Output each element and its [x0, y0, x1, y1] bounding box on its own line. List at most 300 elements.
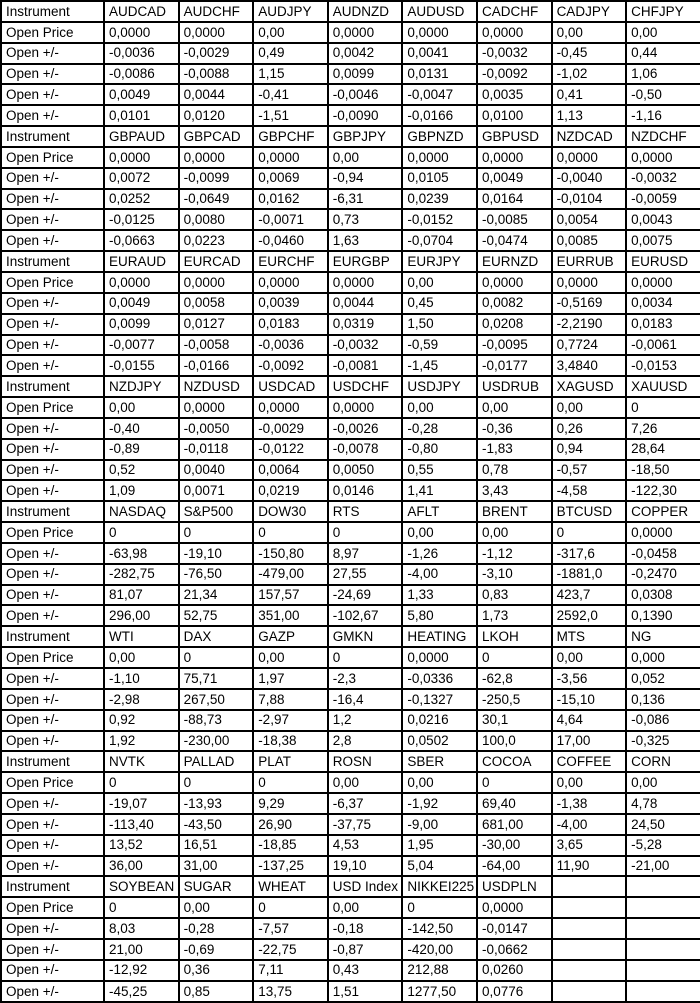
open-change-cell: 3,4840 [552, 355, 627, 376]
row-label-open-price: Open Price [1, 272, 104, 293]
open-change-cell: 5,04 [402, 856, 477, 877]
instrument-header-cell: PLAT [253, 751, 328, 772]
instrument-header-row [1, 251, 700, 272]
instrument-header-cell: SUGAR [179, 876, 254, 897]
open-change-cell: -142,50 [402, 918, 477, 939]
open-change-cell: 0,0044 [328, 293, 403, 314]
open-change-cell: 2,8 [328, 731, 403, 752]
row-label-open-change: Open +/- [1, 335, 104, 356]
row-label-open-change: Open +/- [1, 981, 104, 1002]
open-change-cell: 1,50 [402, 314, 477, 335]
open-change-cell: 0,0069 [253, 168, 328, 189]
instrument-header-cell: EURNZD [477, 251, 552, 272]
instrument-header-cell: COCOA [477, 751, 552, 772]
open-change-row [1, 793, 700, 814]
open-change-cell: 296,00 [104, 605, 179, 626]
open-change-cell: -0,0036 [104, 43, 179, 64]
open-price-cell: 0,00 [477, 397, 552, 418]
open-change-cell: 75,71 [179, 668, 254, 689]
open-change-cell: 0,0239 [402, 189, 477, 210]
open-change-cell: -113,40 [104, 814, 179, 835]
open-price-cell: 0 [552, 522, 627, 543]
open-change-cell: 28,64 [626, 439, 700, 460]
open-change-cell: -45,25 [104, 981, 179, 1002]
row-label-open-change: Open +/- [1, 460, 104, 481]
row-label-open-change: Open +/- [1, 314, 104, 335]
open-price-cell: 0 [328, 647, 403, 668]
open-change-cell: 0,0064 [253, 460, 328, 481]
open-price-cell: 0 [477, 647, 552, 668]
open-price-cell: 0,00 [552, 647, 627, 668]
open-change-cell: 0,1390 [626, 605, 700, 626]
instrument-header-cell: AUDCHF [179, 1, 254, 22]
open-change-cell: 0,55 [402, 460, 477, 481]
blank-cell [552, 918, 627, 939]
open-change-cell: -0,0040 [552, 168, 627, 189]
open-change-cell: 8,03 [104, 918, 179, 939]
instrument-header-cell: USDPLN [477, 876, 552, 897]
open-price-cell: 0,0000 [253, 397, 328, 418]
open-change-cell: 21,00 [104, 939, 179, 960]
open-price-cell: 0 [104, 772, 179, 793]
open-change-cell: -1,12 [477, 543, 552, 564]
open-change-cell: -24,69 [328, 585, 403, 606]
open-change-cell: -0,5169 [552, 293, 627, 314]
open-price-cell: 0,00 [104, 397, 179, 418]
instrument-header-cell: COPPER [626, 501, 700, 522]
open-change-cell: 0,73 [328, 209, 403, 230]
open-change-row [1, 168, 700, 189]
open-change-cell: -317,6 [552, 543, 627, 564]
open-price-row [1, 647, 700, 668]
blank-cell [626, 960, 700, 981]
open-change-cell: -0,36 [477, 418, 552, 439]
open-price-cell: 0,00 [253, 22, 328, 43]
open-change-cell: -0,87 [328, 939, 403, 960]
open-change-cell: -0,0059 [626, 189, 700, 210]
instrument-header-cell: GMKN [328, 626, 403, 647]
row-label-instrument: Instrument [1, 876, 104, 897]
instrument-header-cell: EURCAD [179, 251, 254, 272]
instrument-header-cell: BTCUSD [552, 501, 627, 522]
open-change-cell: -0,0036 [253, 335, 328, 356]
open-change-cell: 17,00 [552, 731, 627, 752]
open-change-cell: 0,0071 [179, 480, 254, 501]
open-change-cell: 0,0219 [253, 480, 328, 501]
open-change-cell: 69,40 [477, 793, 552, 814]
open-change-row [1, 355, 700, 376]
open-change-cell: -0,0155 [104, 355, 179, 376]
open-change-cell: 0,0041 [402, 43, 477, 64]
instrument-header-cell: GBPNZD [402, 126, 477, 147]
open-change-cell: -0,1327 [402, 689, 477, 710]
open-change-cell: -0,45 [552, 43, 627, 64]
open-price-cell: 0,00 [253, 647, 328, 668]
instrument-header-cell: AUDJPY [253, 1, 328, 22]
open-change-cell: -0,0046 [328, 84, 403, 105]
row-label-instrument: Instrument [1, 751, 104, 772]
open-price-cell: 0 [104, 522, 179, 543]
open-change-cell: -2,97 [253, 710, 328, 731]
open-change-cell: 1,06 [626, 64, 700, 85]
open-change-cell: 0,0216 [402, 710, 477, 731]
open-price-cell: 0,0000 [253, 147, 328, 168]
instrument-header-cell: SOYBEAN [104, 876, 179, 897]
open-change-row [1, 689, 700, 710]
open-change-cell: -0,325 [626, 731, 700, 752]
open-change-cell: 0,0082 [477, 293, 552, 314]
open-change-cell: -0,0026 [328, 418, 403, 439]
open-change-cell: -0,0458 [626, 543, 700, 564]
open-change-cell: 157,57 [253, 585, 328, 606]
open-change-cell: 1,33 [402, 585, 477, 606]
open-change-cell: 0,0146 [328, 480, 403, 501]
open-change-cell: -1,51 [253, 105, 328, 126]
open-change-row [1, 981, 700, 1002]
open-change-cell: -0,0032 [328, 335, 403, 356]
open-change-cell: 0,0131 [402, 64, 477, 85]
instruments-table-body [1, 1, 700, 1002]
open-price-cell: 0 [179, 522, 254, 543]
open-price-cell: 0,000 [626, 647, 700, 668]
instrument-header-cell: NZDCHF [626, 126, 700, 147]
open-change-cell: -122,30 [626, 480, 700, 501]
open-price-cell: 0,0000 [477, 147, 552, 168]
row-label-open-change: Open +/- [1, 585, 104, 606]
open-change-row [1, 480, 700, 501]
open-change-cell: 1,13 [552, 105, 627, 126]
instrument-header-cell: GAZP [253, 626, 328, 647]
row-label-open-change: Open +/- [1, 960, 104, 981]
row-label-open-change: Open +/- [1, 918, 104, 939]
open-change-cell: -0,41 [253, 84, 328, 105]
open-change-cell: -43,50 [179, 814, 254, 835]
open-change-cell: 7,11 [253, 960, 328, 981]
open-price-cell: 0,0000 [552, 147, 627, 168]
open-change-cell: 0,0050 [328, 460, 403, 481]
open-change-cell: -0,0118 [179, 439, 254, 460]
open-change-cell: 0,0085 [552, 230, 627, 251]
open-price-cell: 0,0000 [477, 22, 552, 43]
open-price-cell: 0,00 [626, 22, 700, 43]
open-change-cell: 81,07 [104, 585, 179, 606]
open-change-cell: -0,0050 [179, 418, 254, 439]
open-price-cell: 0,00 [402, 272, 477, 293]
open-change-cell: 1,92 [104, 731, 179, 752]
open-change-cell: -1881,0 [552, 564, 627, 585]
instrument-header-cell: AUDNZD [328, 1, 403, 22]
row-label-open-change: Open +/- [1, 209, 104, 230]
open-price-cell: 0,0000 [179, 147, 254, 168]
open-change-cell: -0,0081 [328, 355, 403, 376]
open-change-cell: 0,0183 [626, 314, 700, 335]
open-change-cell: 0,94 [552, 439, 627, 460]
open-change-cell: -18,85 [253, 835, 328, 856]
instrument-header-cell: CADJPY [552, 1, 627, 22]
open-change-cell: 26,90 [253, 814, 328, 835]
row-label-open-change: Open +/- [1, 418, 104, 439]
instrument-header-cell: EURCHF [253, 251, 328, 272]
open-change-cell: 0,0049 [104, 84, 179, 105]
open-change-row [1, 605, 700, 626]
open-change-cell: -0,0152 [402, 209, 477, 230]
open-change-cell: -1,38 [552, 793, 627, 814]
open-change-cell: -150,80 [253, 543, 328, 564]
open-change-cell: 19,10 [328, 856, 403, 877]
open-change-cell: 24,50 [626, 814, 700, 835]
open-change-row [1, 43, 700, 64]
open-price-cell: 0 [402, 897, 477, 918]
row-label-open-change: Open +/- [1, 731, 104, 752]
open-price-cell: 0,0000 [328, 272, 403, 293]
open-change-cell: -0,0474 [477, 230, 552, 251]
open-change-cell: 0,78 [477, 460, 552, 481]
open-change-cell: -2,3 [328, 668, 403, 689]
open-change-cell: 0,0319 [328, 314, 403, 335]
open-change-row [1, 314, 700, 335]
open-change-cell: 4,78 [626, 793, 700, 814]
instrument-header-cell: USD Index [328, 876, 403, 897]
open-price-cell: 0 [477, 772, 552, 793]
open-change-cell: 423,7 [552, 585, 627, 606]
open-price-cell: 0,0000 [626, 522, 700, 543]
instrument-header-cell: NVTK [104, 751, 179, 772]
open-change-cell: -7,57 [253, 918, 328, 939]
open-change-cell: -3,56 [552, 668, 627, 689]
open-change-row [1, 918, 700, 939]
open-change-row [1, 835, 700, 856]
open-price-cell: 0,00 [402, 522, 477, 543]
open-change-cell: 1,09 [104, 480, 179, 501]
open-change-cell: -1,83 [477, 439, 552, 460]
open-change-row [1, 710, 700, 731]
open-change-cell: -0,0071 [253, 209, 328, 230]
open-change-cell: 0,26 [552, 418, 627, 439]
open-change-cell: 0,0072 [104, 168, 179, 189]
open-change-cell: -0,0029 [179, 43, 254, 64]
instrument-header-cell: GBPUSD [477, 126, 552, 147]
open-price-cell: 0,0000 [328, 397, 403, 418]
open-change-cell: 0,0183 [253, 314, 328, 335]
open-change-cell: -0,0104 [552, 189, 627, 210]
open-change-cell: -0,0090 [328, 105, 403, 126]
open-change-cell: 0,44 [626, 43, 700, 64]
open-price-cell: 0,00 [552, 772, 627, 793]
instrument-header-cell: COFFEE [552, 751, 627, 772]
open-change-cell: -0,0649 [179, 189, 254, 210]
open-change-cell: -22,75 [253, 939, 328, 960]
open-change-cell: -0,086 [626, 710, 700, 731]
open-price-cell: 0,00 [328, 147, 403, 168]
instrument-header-cell: LKOH [477, 626, 552, 647]
instrument-header-cell: AUDCAD [104, 1, 179, 22]
open-change-cell: -64,00 [477, 856, 552, 877]
open-change-cell: 0,0043 [626, 209, 700, 230]
open-change-cell: 0,7724 [552, 335, 627, 356]
blank-cell [626, 981, 700, 1002]
open-change-cell: -5,28 [626, 835, 700, 856]
instrument-header-row [1, 1, 700, 22]
instrument-header-cell: RTS [328, 501, 403, 522]
instrument-header-cell: NIKKEI225 [402, 876, 477, 897]
open-change-cell: -3,10 [477, 564, 552, 585]
open-change-cell: 11,90 [552, 856, 627, 877]
row-label-instrument: Instrument [1, 126, 104, 147]
open-change-cell: 7,26 [626, 418, 700, 439]
open-change-row [1, 230, 700, 251]
open-change-row [1, 585, 700, 606]
instrument-header-cell: GBPJPY [328, 126, 403, 147]
open-change-cell: 3,43 [477, 480, 552, 501]
open-change-cell: 0,92 [104, 710, 179, 731]
open-change-cell: 267,50 [179, 689, 254, 710]
blank-cell [626, 918, 700, 939]
open-change-cell: -0,28 [402, 418, 477, 439]
row-label-open-change: Open +/- [1, 168, 104, 189]
row-label-instrument: Instrument [1, 376, 104, 397]
open-price-cell: 0,0000 [328, 22, 403, 43]
open-change-cell: -1,10 [104, 668, 179, 689]
open-change-cell: -0,2470 [626, 564, 700, 585]
open-change-cell: -0,0125 [104, 209, 179, 230]
row-label-open-change: Open +/- [1, 668, 104, 689]
open-price-row [1, 522, 700, 543]
open-change-cell: -250,5 [477, 689, 552, 710]
instrument-header-cell: XAUUSD [626, 376, 700, 397]
open-price-row [1, 272, 700, 293]
open-change-row [1, 564, 700, 585]
open-change-cell: -0,0177 [477, 355, 552, 376]
row-label-open-price: Open Price [1, 647, 104, 668]
open-change-cell: -0,0058 [179, 335, 254, 356]
open-change-cell: 0,052 [626, 668, 700, 689]
open-change-cell: 3,65 [552, 835, 627, 856]
row-label-open-change: Open +/- [1, 230, 104, 251]
row-label-open-change: Open +/- [1, 84, 104, 105]
open-change-cell: -0,59 [402, 335, 477, 356]
open-change-cell: 1277,50 [402, 981, 477, 1002]
open-change-cell: -16,4 [328, 689, 403, 710]
open-change-cell: -0,0032 [626, 168, 700, 189]
open-change-cell: -15,10 [552, 689, 627, 710]
open-change-cell: 0,0162 [253, 189, 328, 210]
open-change-cell: -0,0061 [626, 335, 700, 356]
instrument-header-cell: USDJPY [402, 376, 477, 397]
open-change-cell: 0,0080 [179, 209, 254, 230]
row-label-open-change: Open +/- [1, 480, 104, 501]
open-change-row [1, 814, 700, 835]
open-price-row [1, 22, 700, 43]
open-change-row [1, 439, 700, 460]
open-change-cell: 31,00 [179, 856, 254, 877]
row-label-open-change: Open +/- [1, 793, 104, 814]
open-price-cell: 0,0000 [104, 272, 179, 293]
open-price-cell: 0,0000 [179, 397, 254, 418]
instrument-header-cell: AFLT [402, 501, 477, 522]
open-change-cell: 5,80 [402, 605, 477, 626]
instrument-header-cell: NZDUSD [179, 376, 254, 397]
instrument-header-cell: HEATING [402, 626, 477, 647]
open-change-cell: -0,0092 [253, 355, 328, 376]
open-change-cell: -0,57 [552, 460, 627, 481]
open-price-cell: 0 [104, 897, 179, 918]
open-price-cell: 0,0000 [179, 272, 254, 293]
open-price-cell: 0 [328, 522, 403, 543]
open-change-cell: 0,0099 [104, 314, 179, 335]
instrument-header-cell: GBPCAD [179, 126, 254, 147]
instrument-header-cell: NZDJPY [104, 376, 179, 397]
open-change-cell: 52,75 [179, 605, 254, 626]
open-change-cell: -76,50 [179, 564, 254, 585]
row-label-instrument: Instrument [1, 501, 104, 522]
row-label-open-change: Open +/- [1, 43, 104, 64]
open-price-cell: 0,00 [328, 897, 403, 918]
open-change-cell: 681,00 [477, 814, 552, 835]
open-change-cell: -0,0704 [402, 230, 477, 251]
open-change-cell: 0,0042 [328, 43, 403, 64]
open-change-cell: -420,00 [402, 939, 477, 960]
open-change-cell: -479,00 [253, 564, 328, 585]
instrument-header-cell: EURJPY [402, 251, 477, 272]
instrument-header-cell: BRENT [477, 501, 552, 522]
open-change-cell: -13,93 [179, 793, 254, 814]
open-change-cell: 1,97 [253, 668, 328, 689]
open-change-cell: -0,0662 [477, 939, 552, 960]
open-change-cell: 0,0260 [477, 960, 552, 981]
instrument-header-cell: MTS [552, 626, 627, 647]
row-label-open-price: Open Price [1, 897, 104, 918]
instrument-header-cell: EURAUD [104, 251, 179, 272]
open-change-cell: -0,0099 [179, 168, 254, 189]
instrument-header-cell: USDCAD [253, 376, 328, 397]
row-label-open-change: Open +/- [1, 564, 104, 585]
instrument-header-cell: GBPAUD [104, 126, 179, 147]
open-change-cell: -0,40 [104, 418, 179, 439]
instrument-header-row [1, 501, 700, 522]
open-price-row [1, 397, 700, 418]
instrument-header-cell: PALLAD [179, 751, 254, 772]
open-price-cell: 0 [253, 772, 328, 793]
open-change-cell: 0,0075 [626, 230, 700, 251]
open-change-cell: 0,0058 [179, 293, 254, 314]
open-change-cell: 0,0040 [179, 460, 254, 481]
open-change-cell: -2,98 [104, 689, 179, 710]
blank-cell [552, 981, 627, 1002]
open-change-cell: 1,95 [402, 835, 477, 856]
open-change-row [1, 731, 700, 752]
open-change-cell: 0,0044 [179, 84, 254, 105]
open-change-cell: 0,136 [626, 689, 700, 710]
open-change-cell: -4,00 [402, 564, 477, 585]
open-price-cell: 0 [179, 647, 254, 668]
open-change-cell: 27,55 [328, 564, 403, 585]
row-label-open-change: Open +/- [1, 105, 104, 126]
open-price-cell: 0 [253, 522, 328, 543]
open-change-cell: -18,38 [253, 731, 328, 752]
row-label-open-price: Open Price [1, 772, 104, 793]
open-price-row [1, 772, 700, 793]
open-change-row [1, 960, 700, 981]
instrument-header-cell: NG [626, 626, 700, 647]
open-change-cell: -0,80 [402, 439, 477, 460]
open-change-row [1, 189, 700, 210]
row-label-open-change: Open +/- [1, 835, 104, 856]
open-change-cell: 0,0101 [104, 105, 179, 126]
row-label-open-price: Open Price [1, 147, 104, 168]
open-change-cell: 30,1 [477, 710, 552, 731]
instrument-header-cell: USDCHF [328, 376, 403, 397]
instrument-header-cell: AUDUSD [402, 1, 477, 22]
